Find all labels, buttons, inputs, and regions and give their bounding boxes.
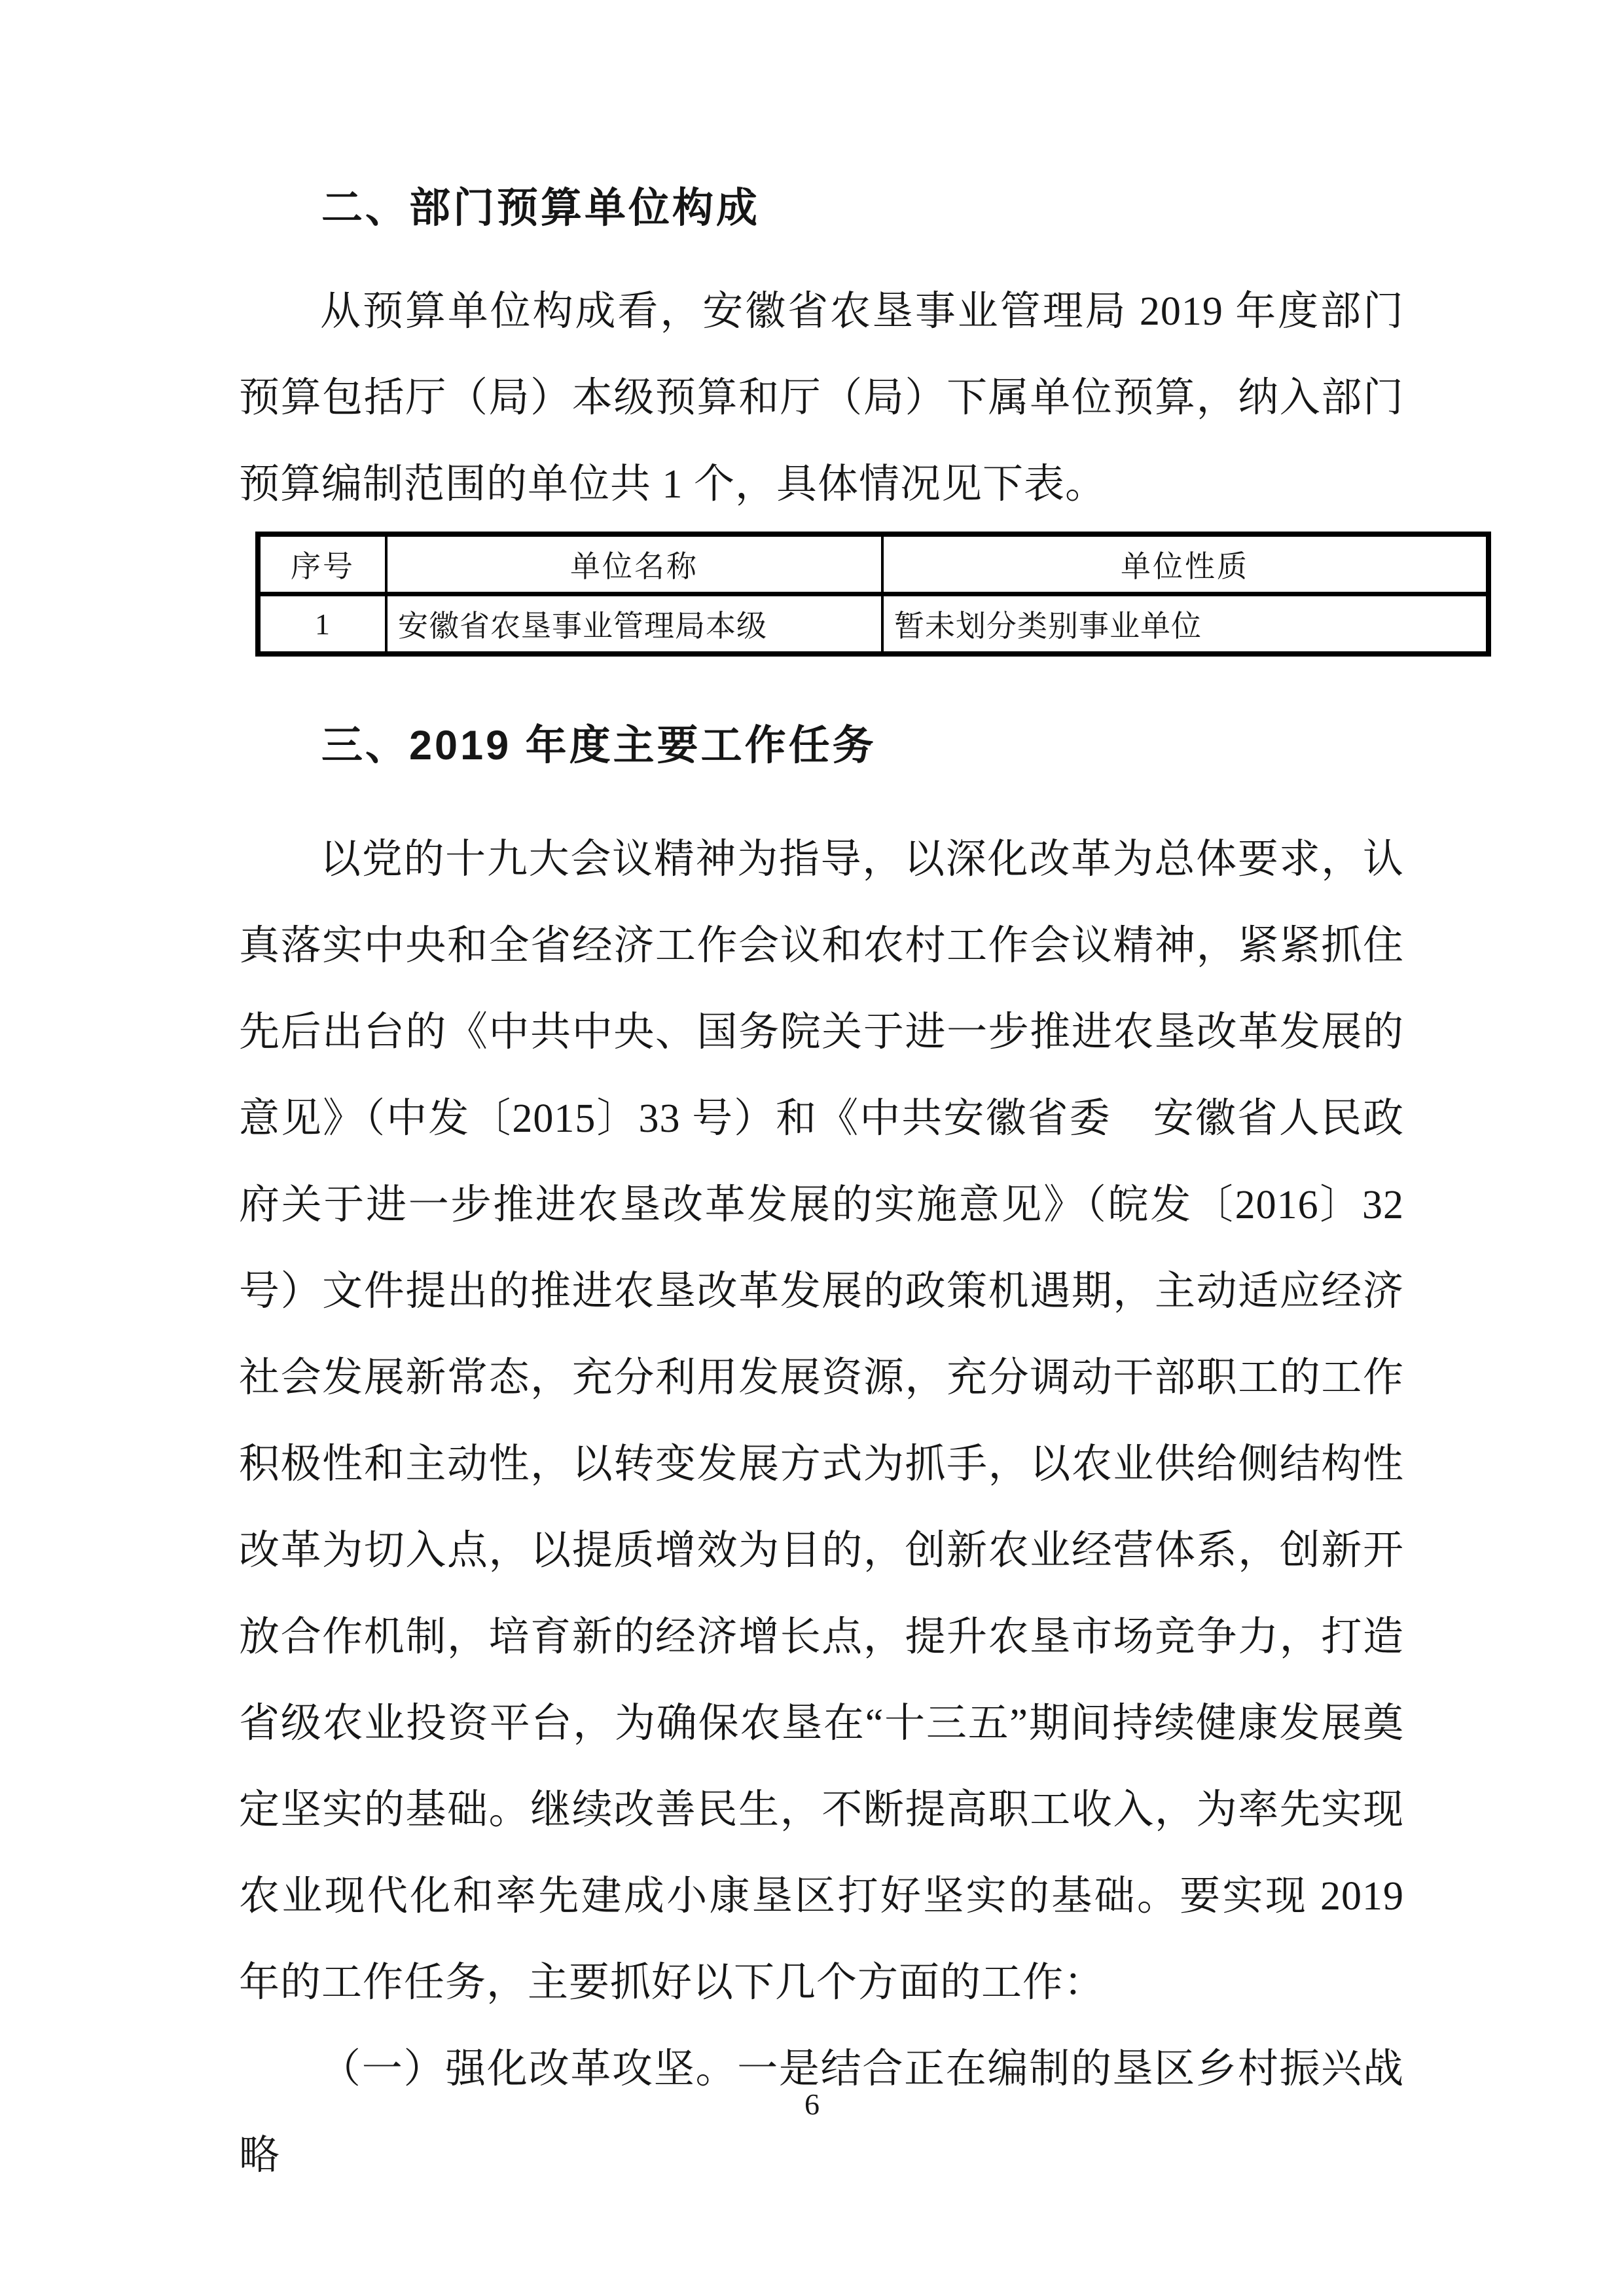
budget-units-table-header	[258, 534, 1489, 594]
cell-index: 1	[258, 594, 386, 655]
section-heading-work-tasks: 三、2019 年度主要工作任务	[321, 723, 876, 768]
budget-units-table-body	[258, 594, 1489, 655]
table-row	[258, 594, 1489, 655]
column-header-unit-type: 单位性质	[882, 534, 1489, 594]
section-heading-budget-units: 二、部门预算单位构成	[321, 185, 760, 231]
column-header-unit-name: 单位名称	[386, 534, 882, 594]
column-header-index: 序号	[258, 534, 386, 594]
paragraph-budget-units: 从预算单位构成看，安徽省农垦事业管理局 2019 年度部门预算包括厅（局）本级预算和厅（局）下属单位预算，纳入部门预算编制范围的单位共 1 个，具体情况见下表。	[239, 289, 1404, 507]
paragraph-work-tasks: 以党的十九大会议精神为指导，以深化改革为总体要求，认真落实中央和全省经济工作会议和农村工作会议精神，紧紧抓住先后出台的《中共中央、国务院关于进一步推进农垦改革发展的意见》（中发〔2015〕33 号）和《中共安徽省委 安徽省人民政府关于进一步推进农垦改革发展的实施意见》（皖发〔2016〕32 号）文件提出的推进农垦改革发展的政策机遇期，主动适应经济社会发展新常态，充分利用发展资源，充分调动干部职工的工作积极性和主动性，以转变发展方式为抓手，以农业供给侧结构性改革为切入点，以提质增效为目的，创新农业经营体系，创新开放合作机制，培育新的经济增长点，提升农垦市场竞争力，打造省级农业投资平台，为确保农垦在“十三五”期间持续健康发展奠定坚实的基础。继续改善民生，不断提高职工收入，为率先实现农业现代化和率先建成小康垦区打好坚实的基础。要实现 2019 年的工作任务，主要抓好以下几个方面的工作：	[239, 837, 1404, 2005]
page-number: 6	[804, 2087, 820, 2121]
paragraph-reform-item-1: （一）强化改革攻坚。一是结合正在编制的垦区乡村振兴战略	[239, 2047, 1404, 2178]
document-content	[239, 0, 1404, 2199]
cell-unit-type: 暂未划分类别事业单位	[882, 594, 1489, 655]
cell-unit-name: 安徽省农垦事业管理局本级	[386, 594, 882, 655]
table-header-row	[258, 534, 1489, 594]
budget-units-table	[255, 532, 1491, 657]
